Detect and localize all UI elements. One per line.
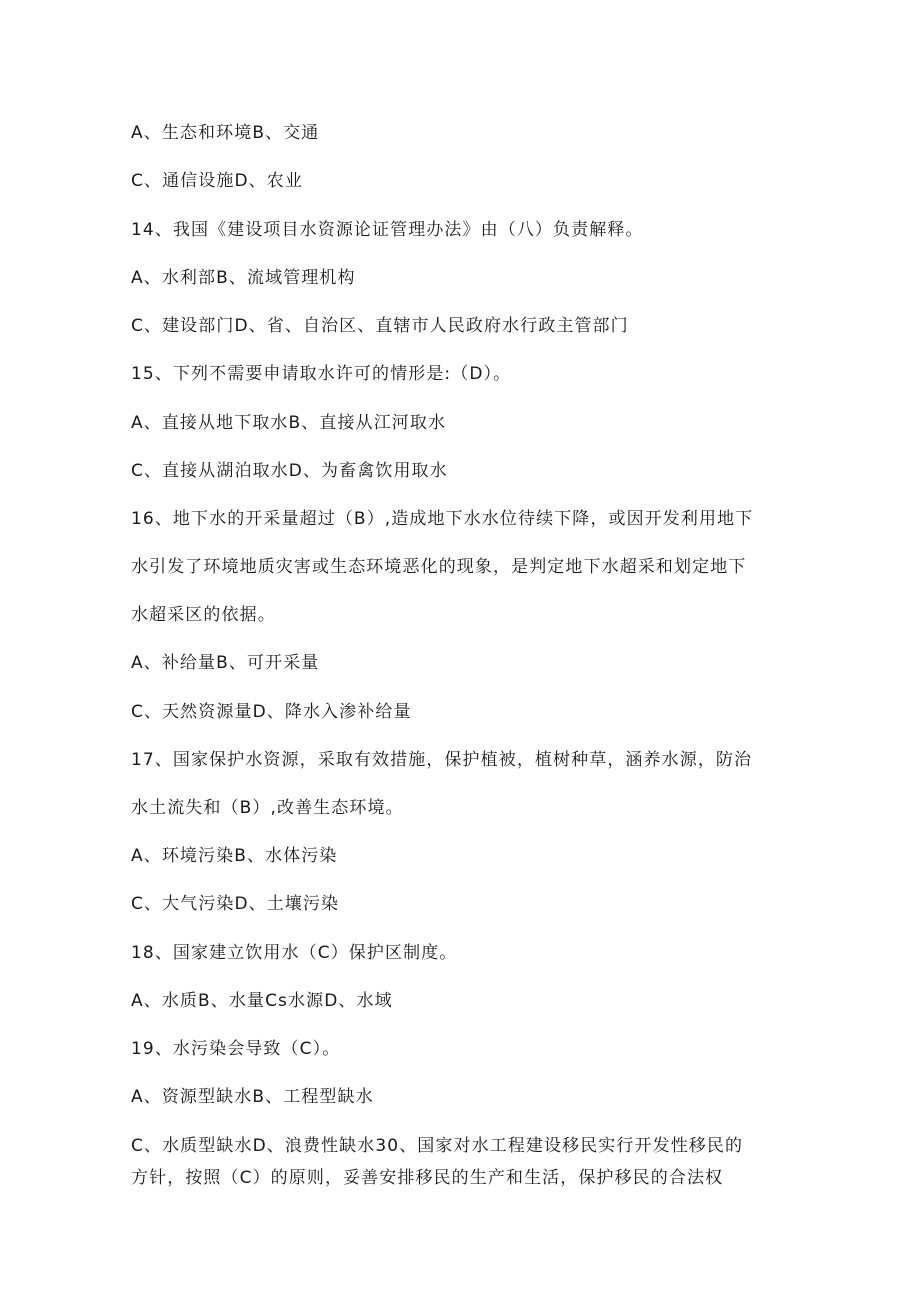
question-16: 16、地下水的开采量超过（B）,造成地下水水位待续下降，或因开发利用地下 <box>131 509 754 529</box>
question-30-continued: 方针，按照（C）的原则，妥善安排移民的生产和生活，保护移民的合法权 <box>131 1168 724 1188</box>
question-18: 18、国家建立饮用水（C）保护区制度。 <box>131 943 458 963</box>
answer-options-line: C、天然资源量D、降水入渗补给量 <box>131 702 412 722</box>
answer-options-line: A、生态和环境B、交通 <box>131 123 320 143</box>
answer-options-line: C、建设部门D、省、自治区、直辖市人民政府水行政主管部门 <box>131 316 629 336</box>
answer-options-line: A、水利部B、流域管理机构 <box>131 268 356 288</box>
answer-options-and-question-30: C、水质型缺水D、浪费性缺水30、国家对水工程建设移民实行开发性移民的 <box>131 1136 744 1156</box>
answer-options-line: C、通信设施D、农业 <box>131 171 303 191</box>
question-16-continued: 水超采区的依据。 <box>131 605 276 625</box>
answer-options-line: C、大气污染D、土壤污染 <box>131 894 340 914</box>
question-19: 19、水污染会导致（C）。 <box>131 1039 341 1059</box>
question-17: 17、国家保护水资源，采取有效措施，保护植被，植树种草，涵养水源，防治 <box>131 750 753 770</box>
answer-options-line: A、水质B、水量Cs水源D、水域 <box>131 991 393 1011</box>
answer-options-line: C、直接从湖泊取水D、为畜禽饮用取水 <box>131 461 448 481</box>
answer-options-line: A、资源型缺水B、工程型缺水 <box>131 1087 374 1107</box>
answer-options-line: A、直接从地下取水B、直接从江河取水 <box>131 413 447 433</box>
answer-options-line: A、环境污染B、水体污染 <box>131 846 338 866</box>
question-14: 14、我国《建设项目水资源论证管理办法》由（八）负责解释。 <box>131 220 644 240</box>
answer-options-line: A、补给量B、可开采量 <box>131 653 320 673</box>
question-15: 15、下列不需要申请取水许可的情形是:（D）。 <box>131 364 512 384</box>
question-17-continued: 水土流失和（B）,改善生态环境。 <box>131 798 404 818</box>
question-16-continued: 水引发了环境地质灾害或生态环境恶化的现象，是判定地下水超采和划定地下 <box>131 557 747 577</box>
